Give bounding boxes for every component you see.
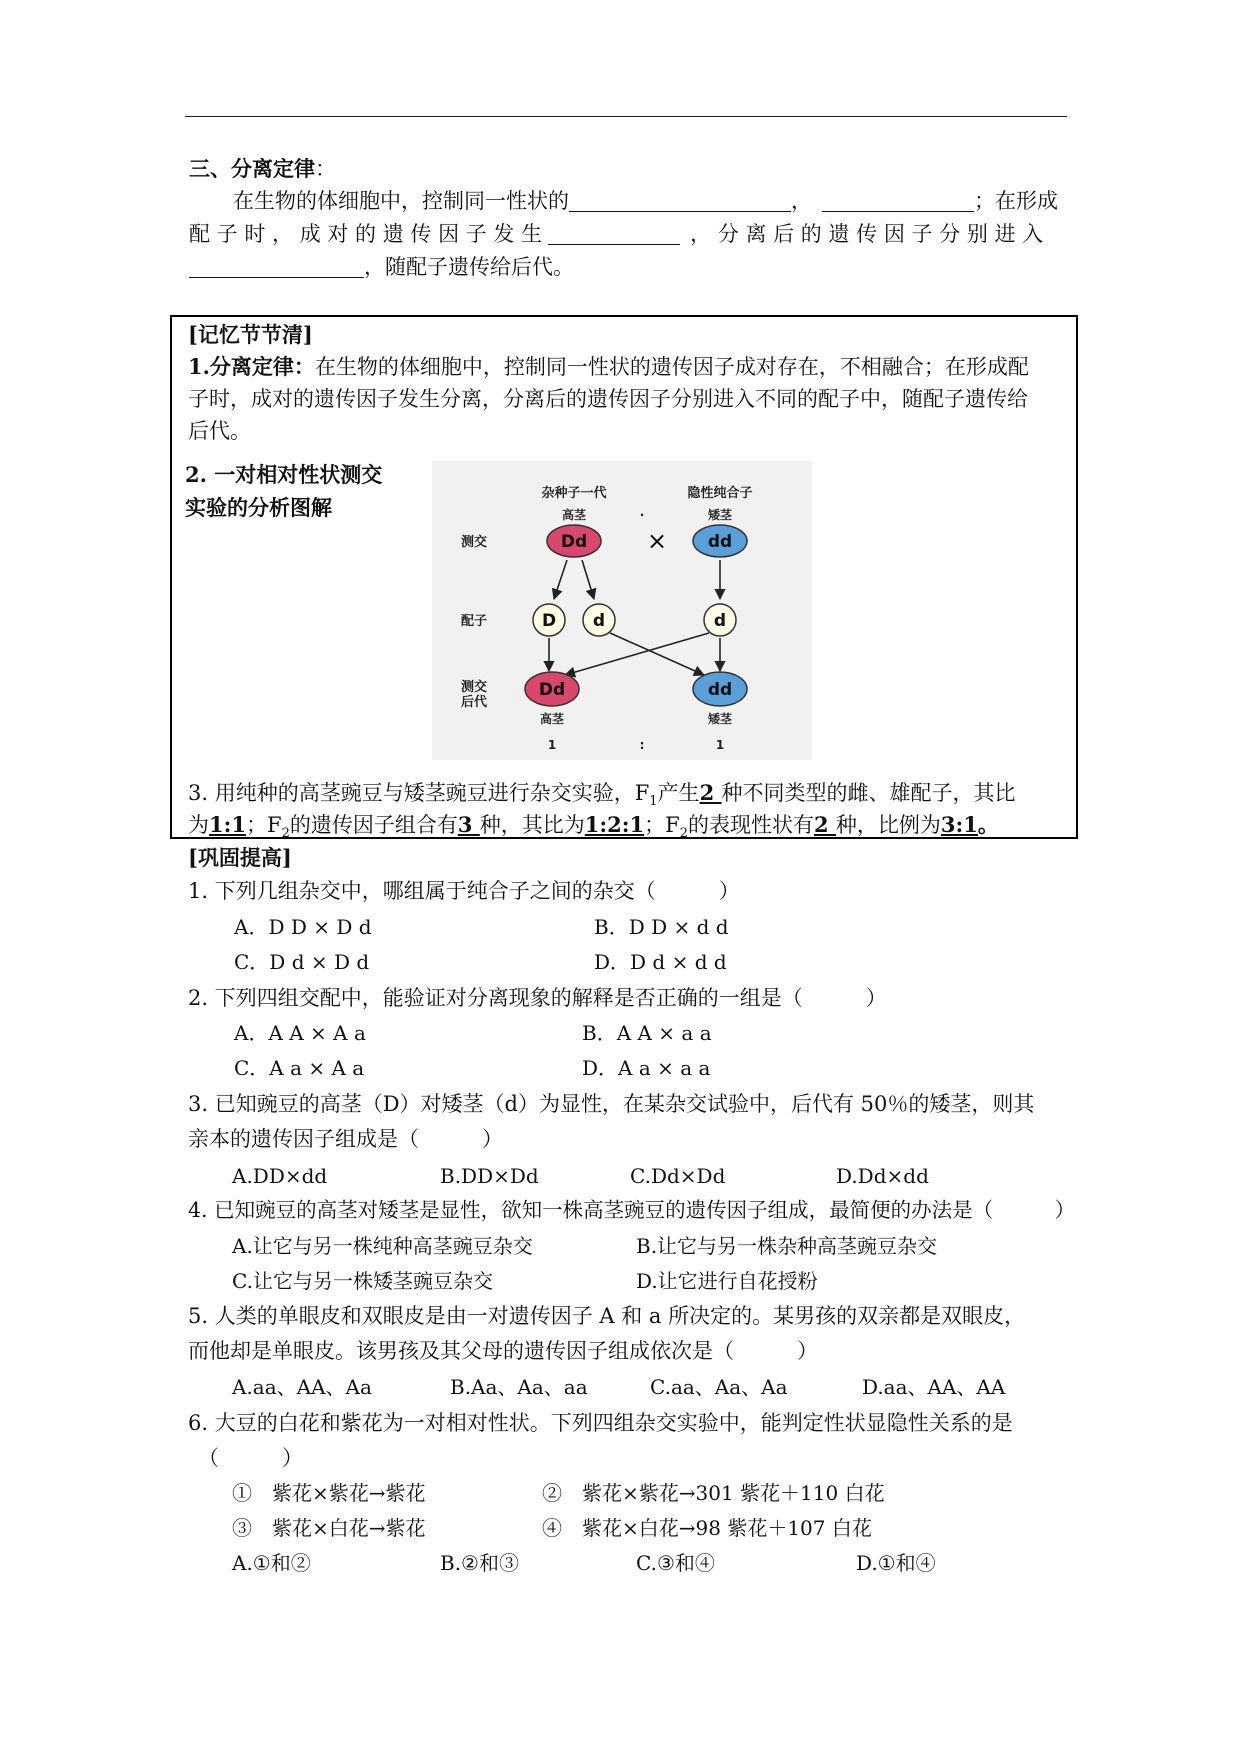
row-label-offspring-2: 后代 xyxy=(460,695,488,710)
ratio-left: 1 xyxy=(547,738,557,752)
q6-item-4: ④ 紫花×白花→98 紫花＋107 白花 xyxy=(542,1516,872,1540)
section3-title: 三、分离定律 xyxy=(189,156,315,181)
q2-option-b[interactable]: B．A A × a a xyxy=(582,1021,712,1045)
q6-stem-2: （ ） xyxy=(198,1446,303,1470)
parent2-trait: 矮茎 xyxy=(707,508,733,522)
item3-value-2: 1:1 xyxy=(209,812,246,837)
q6-item-2: ② 紫花×紫花→301 紫花＋110 白花 xyxy=(542,1481,885,1505)
item3-text-g: 种，其比为 xyxy=(479,813,585,837)
testcross-diagram-svg xyxy=(432,461,812,760)
gamete-D: D xyxy=(541,611,557,631)
q2-stem: 2. 下列四组交配中，能验证对分离现象的解释是否正确的一组是（ ） xyxy=(188,986,887,1010)
item3-value-5: 2 xyxy=(813,812,836,837)
line1-text-b: ；在形成 xyxy=(974,189,1058,213)
q4-option-a[interactable]: A.让它与另一株纯种高茎豌豆杂交 xyxy=(232,1234,533,1258)
ratio-right: 1 xyxy=(715,738,725,752)
q5-option-b[interactable]: B.Aa、Aa、aa xyxy=(450,1375,588,1399)
q6-option-b[interactable]: B.②和③ xyxy=(440,1551,519,1575)
gamete-d1: d xyxy=(592,611,606,631)
item3-sub2: 2 xyxy=(281,826,290,842)
parent1-genotype: Dd xyxy=(560,532,588,552)
row-label-gamete: 配子 xyxy=(460,614,488,629)
q1-option-d[interactable]: D．D d × d d xyxy=(594,950,727,974)
offspring1-trait: 高茎 xyxy=(539,712,565,726)
q1-option-c[interactable]: C．D d × D d xyxy=(234,950,370,974)
q2-option-d[interactable]: D．A a × a a xyxy=(582,1056,711,1080)
line2-text-a: 配 子 时 ， 成 对 的 遗 传 因 子 发 生 xyxy=(189,222,543,246)
q3-option-d[interactable]: D.Dd×dd xyxy=(836,1164,929,1188)
q2-option-c[interactable]: C．A a × A a xyxy=(234,1056,365,1080)
row-label-testcross: 测交 xyxy=(460,535,488,550)
q6-item-3: ③ 紫花×白花→紫花 xyxy=(232,1516,426,1540)
parent1-title: 杂种子一代 xyxy=(541,486,607,501)
q3-option-a[interactable]: A.DD×dd xyxy=(232,1164,328,1188)
header-rule xyxy=(185,116,1067,117)
offspring1-genotype: Dd xyxy=(538,680,566,700)
item3-value-1: 2 xyxy=(699,780,722,805)
q4-option-d[interactable]: D.让它进行自花授粉 xyxy=(636,1269,818,1293)
blank-4[interactable] xyxy=(189,255,364,278)
section3-title-colon: ： xyxy=(315,157,336,181)
line3-text: ，随配子遗传给后代。 xyxy=(364,255,574,279)
parent2-title: 隐性纯合子 xyxy=(687,486,753,501)
memory-item1-text: 在生物的体细胞中，控制同一性状的遗传因子成对存在，不相融合；在形成配 xyxy=(314,355,1029,379)
q2-option-a[interactable]: A．A A × A a xyxy=(234,1021,366,1045)
item3-text-b: 产生 xyxy=(657,781,700,805)
item3-value-4: 1:2:1 xyxy=(584,812,645,837)
q5-stem-2: 而他却是单眼皮。该男孩及其父母的遗传因子组成依次是（ ） xyxy=(188,1339,818,1363)
section3-line2 xyxy=(189,218,1043,251)
memory-item1-line2: 子时，成对的遗传因子发生分离，分离后的遗传因子分别进入不同的配子中，随配子遗传给 xyxy=(188,387,1028,411)
memory-item1-line3: 后代。 xyxy=(188,419,251,443)
ratio-sep: : xyxy=(639,738,645,752)
item3-text-c: 种不同类型的雌、雄配子，其比 xyxy=(721,781,1016,805)
item3-text-k: 。 xyxy=(977,812,999,837)
parent1-trait: 高茎 xyxy=(561,508,587,522)
arrow-p1-to-d xyxy=(582,560,594,599)
item3-sub3: 2 xyxy=(679,826,688,842)
q6-stem-1: 6. 大豆的白花和紫花为一对相对性状。下列四组杂交实验中，能判定性状显隐性关系的是 xyxy=(188,1411,1013,1435)
item3-text-h: ；F xyxy=(644,813,680,837)
memory-item2-line1: 2. 一对相对性状测交 xyxy=(185,462,383,487)
q5-option-d[interactable]: D.aa、AA、AA xyxy=(862,1375,1006,1399)
q6-item-1: ① 紫花×紫花→紫花 xyxy=(232,1481,426,1505)
item3-text-i: 的表现性状有 xyxy=(687,813,814,837)
item3-value-6: 3:1 xyxy=(940,812,978,837)
section3-line3 xyxy=(189,251,574,284)
q5-option-c[interactable]: C.aa、Aa、Aa xyxy=(650,1375,788,1399)
item3-value-3: 3 xyxy=(457,812,480,837)
item3-text-f: 的遗传因子组合有 xyxy=(289,813,458,837)
q3-stem-2: 亲本的遗传因子组成是（ ） xyxy=(188,1127,503,1151)
offspring2-trait: 矮茎 xyxy=(707,712,733,726)
memory-item2-line2: 实验的分析图解 xyxy=(185,495,332,520)
cross-symbol: × xyxy=(646,527,668,555)
q1-option-b[interactable]: B．D D × d d xyxy=(594,915,729,939)
item3-text-e: ；F xyxy=(245,813,282,837)
memory-item3-line2 xyxy=(188,808,999,850)
item3-text-a: 3. 用纯种的高茎豌豆与矮茎豌豆进行杂交实验，F xyxy=(188,781,650,805)
practice-header: [巩固提高] xyxy=(188,845,292,870)
arrow-d2-to-Dd xyxy=(565,633,709,675)
q4-option-c[interactable]: C.让它与另一株矮茎豌豆杂交 xyxy=(232,1269,493,1293)
line1-comma: ， xyxy=(791,189,812,213)
row-label-offspring-1: 测交 xyxy=(460,680,488,695)
offspring2-genotype: dd xyxy=(707,680,733,700)
blank-3[interactable] xyxy=(548,222,680,245)
testcross-diagram xyxy=(432,461,812,760)
blank-1[interactable] xyxy=(569,189,791,212)
q3-option-c[interactable]: C.Dd×Dd xyxy=(630,1164,726,1188)
item3-sub1: 1 xyxy=(649,794,658,810)
q3-option-b[interactable]: B.DD×Dd xyxy=(440,1164,539,1188)
memory-item1-label: 1.分离定律： xyxy=(188,354,315,379)
q6-option-d[interactable]: D.①和④ xyxy=(856,1551,936,1575)
parent2-genotype: dd xyxy=(707,532,733,552)
q5-stem-1: 5. 人类的单眼皮和双眼皮是由一对遗传因子 A 和 a 所决定的。某男孩的双亲都是双眼皮， xyxy=(188,1304,1026,1328)
section3-heading xyxy=(189,152,336,186)
q1-stem: 1. 下列几组杂交中，哪组属于纯合子之间的杂交（ ） xyxy=(188,879,740,903)
line1-text-a: 在生物的体细胞中，控制同一性状的 xyxy=(233,189,569,213)
q4-stem: 4. 已知豌豆的高茎对矮茎是显性，欲知一株高茎豌豆的遗传因子组成，最简便的办法是（ ） xyxy=(188,1198,1076,1222)
trait-dot: · xyxy=(639,508,645,522)
memory-item1-line1 xyxy=(188,350,1029,384)
section3-line1 xyxy=(233,185,1058,218)
q1-option-a[interactable]: A．D D × D d xyxy=(234,915,372,939)
q6-option-a[interactable]: A.①和② xyxy=(232,1551,311,1575)
arrow-p1-to-D xyxy=(554,560,567,599)
q4-option-b[interactable]: B.让它与另一株杂种高茎豌豆杂交 xyxy=(636,1234,938,1258)
blank-2[interactable] xyxy=(822,189,974,212)
memory-header: [记忆节节清] xyxy=(188,322,313,347)
q3-stem-1: 3. 已知豌豆的高茎（D）对矮茎（d）为显性，在某杂交试验中，后代有 50％的矮茎，则其 xyxy=(188,1092,1035,1116)
item3-text-j: 种，比例为 xyxy=(835,813,941,837)
line2-text-b: ， 分 离 后 的 遗 传 因 子 分 别 进 入 xyxy=(690,222,1044,246)
q5-option-a[interactable]: A.aa、AA、Aa xyxy=(232,1375,372,1399)
item3-text-d: 为 xyxy=(188,813,209,837)
q6-option-c[interactable]: C.③和④ xyxy=(636,1551,715,1575)
gamete-d2: d xyxy=(713,611,727,631)
